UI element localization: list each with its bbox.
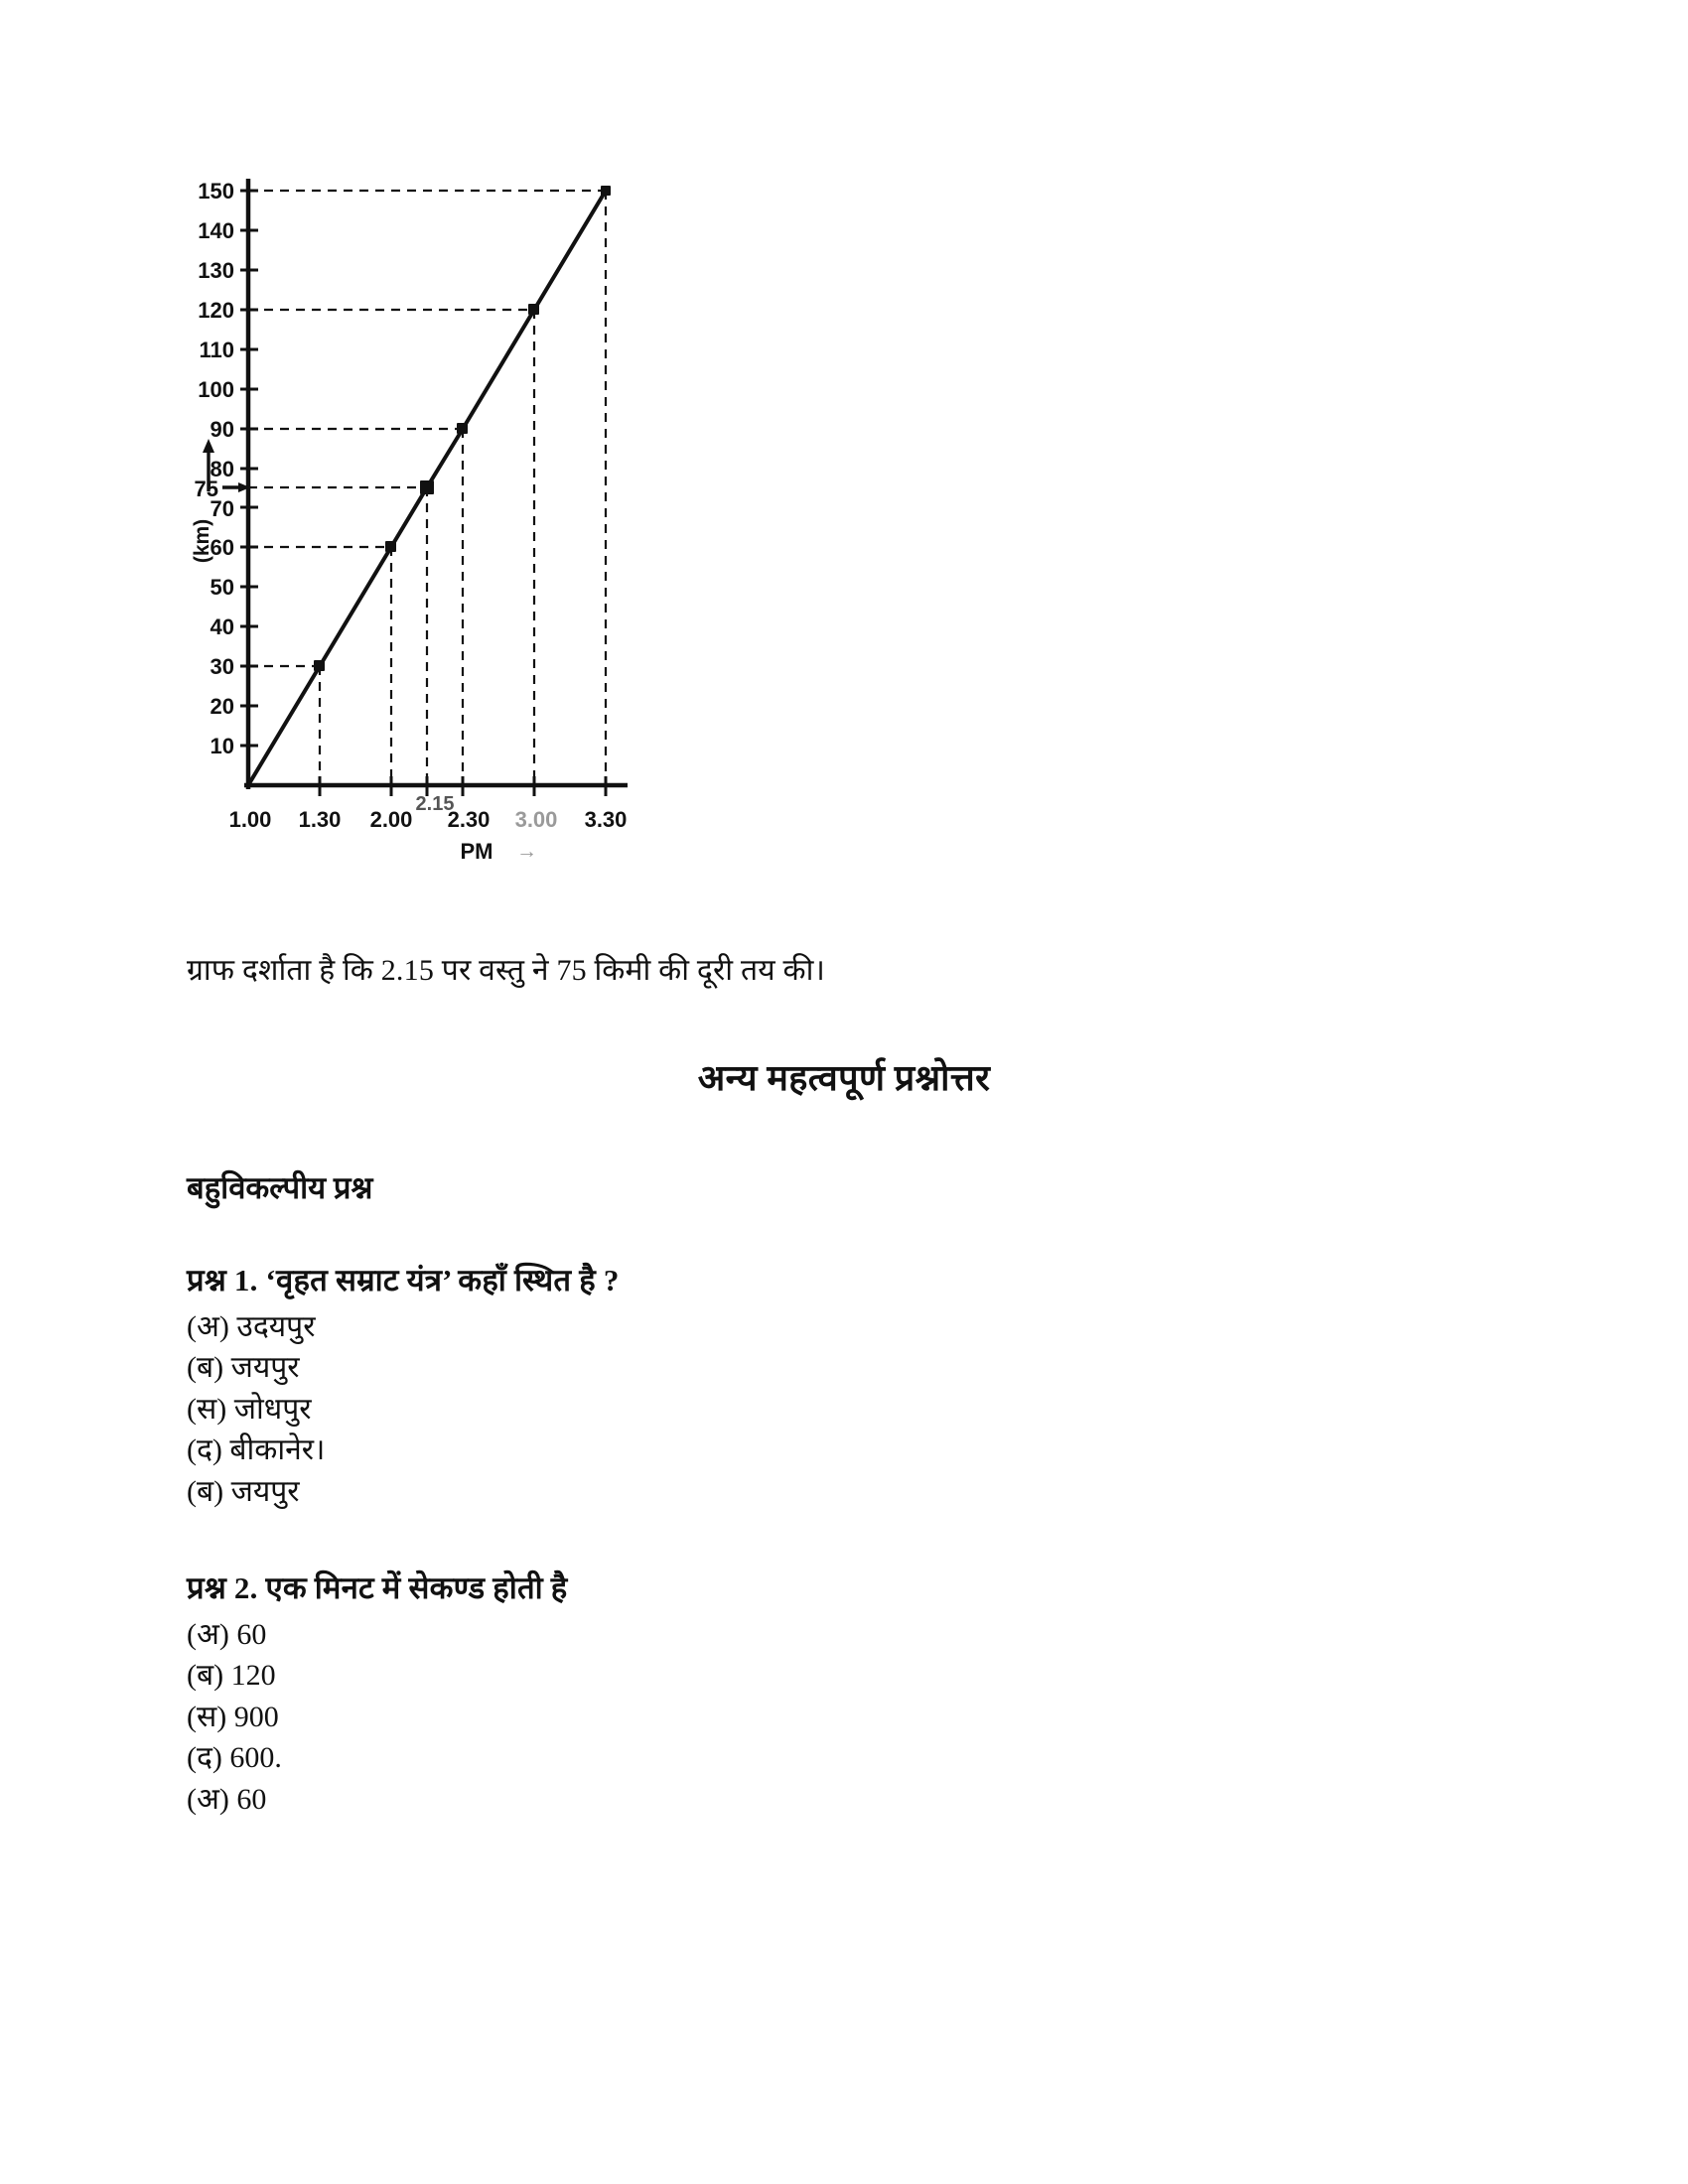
y-tick-label: 20 xyxy=(210,694,234,719)
graph-caption: ग्राफ दर्शाता है कि 2.15 पर वस्तु ने 75 किमी की दूरी तय की। xyxy=(187,954,826,987)
x-tick-label: 1.00 xyxy=(228,807,272,832)
section-title: अन्य महत्वपूर्ण प्रश्नोत्तर xyxy=(697,1058,991,1098)
y-tick-label: 40 xyxy=(210,614,234,639)
distance-time-chart xyxy=(179,149,874,963)
option-item[interactable]: (अ) उदयपुर xyxy=(187,1310,316,1343)
data-point xyxy=(457,423,468,434)
option-item[interactable]: (स) जोधपुर xyxy=(187,1392,312,1426)
answer-text: (ब) जयपुर xyxy=(187,1474,300,1508)
y-tick-label: 70 xyxy=(210,496,234,521)
option-item[interactable]: (द) बीकानेर। xyxy=(187,1433,326,1467)
y-tick-label: 120 xyxy=(198,298,234,323)
question-title: प्रश्न 2. एक मिनट में सेकण्ड होती है xyxy=(187,1570,568,1605)
question-block xyxy=(187,1567,1378,1820)
data-point xyxy=(314,660,325,671)
y-axis-title: (km) xyxy=(191,518,213,564)
y-tick-label-highlight: 75 xyxy=(194,477,218,501)
x-tick-labels xyxy=(229,793,628,832)
y-tick-label: 130 xyxy=(198,258,234,283)
y-tick-label: 110 xyxy=(199,338,234,362)
y-tick-label: 140 xyxy=(198,218,234,243)
y-tick-label: 10 xyxy=(210,734,234,758)
data-point xyxy=(528,304,539,315)
x-axis-title-group xyxy=(461,839,538,864)
answer-text: (अ) 60 xyxy=(187,1782,267,1816)
data-point xyxy=(420,480,434,494)
chart-svg xyxy=(179,149,874,963)
x-tick-label: 2.00 xyxy=(369,807,413,832)
y-tick-label: 100 xyxy=(198,377,234,402)
data-point xyxy=(601,186,611,196)
option-item[interactable]: (स) 900 xyxy=(187,1700,279,1733)
question-title: प्रश्न 1. ‘वृहत सम्राट यंत्र’ कहाँ स्थित है ? xyxy=(187,1263,620,1297)
y-tick-label: 60 xyxy=(210,535,234,560)
x-axis-title: PM xyxy=(460,839,493,864)
option-item[interactable]: (अ) 60 xyxy=(187,1618,267,1651)
y-tick-label: 80 xyxy=(210,457,234,481)
y-tick-labels xyxy=(195,179,234,758)
x-tick-label: 1.30 xyxy=(298,807,342,832)
x-tick-label: 3.00 xyxy=(514,807,558,832)
option-item[interactable]: (ब) 120 xyxy=(187,1659,276,1693)
x-axis-arrow-icon: → xyxy=(516,840,537,863)
option-item[interactable]: (द) 600. xyxy=(187,1741,282,1775)
subsection-title: बहुविकल्पीय प्रश्न xyxy=(187,1170,373,1205)
y-tick-label: 150 xyxy=(198,179,234,204)
y-tick-label: 50 xyxy=(210,575,234,600)
x-tick-label-highlight: 2.15 xyxy=(415,793,455,815)
x-tick-label: 2.30 xyxy=(447,807,491,832)
option-item[interactable]: (ब) जयपुर xyxy=(187,1351,300,1385)
x-tick-label: 3.30 xyxy=(584,807,628,832)
y-tick-label: 30 xyxy=(210,654,234,679)
question-block xyxy=(187,1259,1378,1512)
y-tick-label: 90 xyxy=(210,417,234,442)
data-point xyxy=(385,541,396,552)
